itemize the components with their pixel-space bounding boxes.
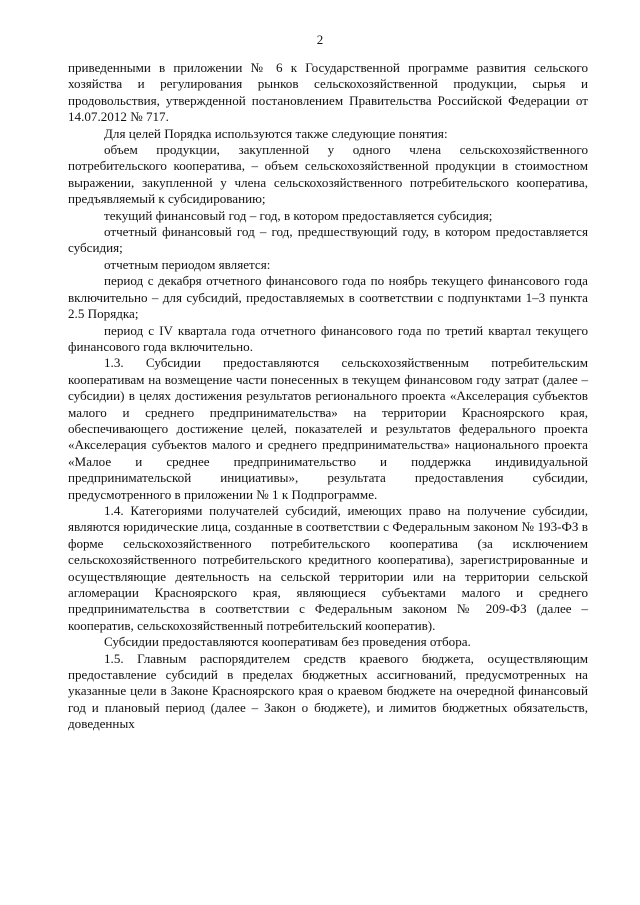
- paragraph: объем продукции, закупленной у одного члена сельскохозяйственного потребительского кооператива, – объем сельскохозяйственной продукции в стоимостном выражении, закупленной у члена сельскохозяйственного потребительского кооператива, предъявляемый к субсидированию;: [68, 142, 588, 207]
- document-body: [68, 60, 588, 733]
- paragraph: Субсидии предоставляются кооперативам без проведения отбора.: [104, 634, 471, 650]
- paragraph: отчетный финансовый год – год, предшествующий году, в котором предоставляется субсидия;: [68, 224, 588, 256]
- paragraph: приведенными в приложении № 6 к Государственной программе развития сельского хозяйства и регулирования рынков сельскохозяйственной продукции, сырья и продовольствия, утвержденной постановлением Правительства Российской Федерации от 14.07.2012 № 717.: [68, 60, 588, 125]
- paragraph: 1.4. Категориями получателей субсидий, имеющих право на получение субсидии, являются юридические лица, созданные в соответствии с Федеральным законом № 193-ФЗ в форме сельскохозяйственного потребительского кооператива (за исключением сельскохозяйственного потребительского кредитного кооператива), зарегистрированные и осуществляющие деятельность на сельской территории или на территории сельской агломерации Красноярского края, являющиеся субъектами малого и среднего предпринимательства в соответствии с Федеральным законом № 209-ФЗ (далее – кооператив, сельскохозяйственный потребительский кооператив).: [68, 502, 588, 633]
- paragraph: период с IV квартала года отчетного финансового года по третий квартал текущего финансового года включительно.: [68, 322, 588, 354]
- paragraph: текущий финансовый год – год, в котором предоставляется субсидия;: [104, 207, 493, 223]
- page-number: 2: [316, 32, 324, 47]
- paragraph: 1.5. Главным распорядителем средств краевого бюджета, осуществляющим предоставление субсидий в пределах бюджетных ассигнований, предусмотренных на указанные цели в Законе Красноярского края о краевом бюджете на очередной финансовый год и плановый период (далее – Закон о бюджете), и лимитов бюджетных обязательств, доведенных: [68, 650, 588, 732]
- paragraph: отчетным периодом является:: [104, 256, 271, 272]
- paragraph: 1.3. Субсидии предоставляются сельскохозяйственным потребительским кооперативам на возмещение части понесенных в текущем финансовом году затрат (далее – субсидии) в целях достижения результатов регионального проекта «Акселерация субъектов малого и среднего предпринимательства» на территории Красноярского края, обеспечивающего достижение целей, показателей и результатов федерального проекта «Акселерация субъектов малого и среднего предпринимательства» национального проекта «Малое и среднее предпринимательство и поддержка индивидуальной предпринимательской инициативы», результата предоставления субсидии, предусмотренного в приложении № 1 к Подпрограмме.: [68, 355, 588, 502]
- paragraph: Для целей Порядка используются также следующие понятия:: [104, 125, 448, 141]
- paragraph: период с декабря отчетного финансового года по ноябрь текущего финансового года включительно – для субсидий, предоставляемых в соответствии с подпунктами 1–3 пункта 2.5 Порядка;: [68, 273, 588, 322]
